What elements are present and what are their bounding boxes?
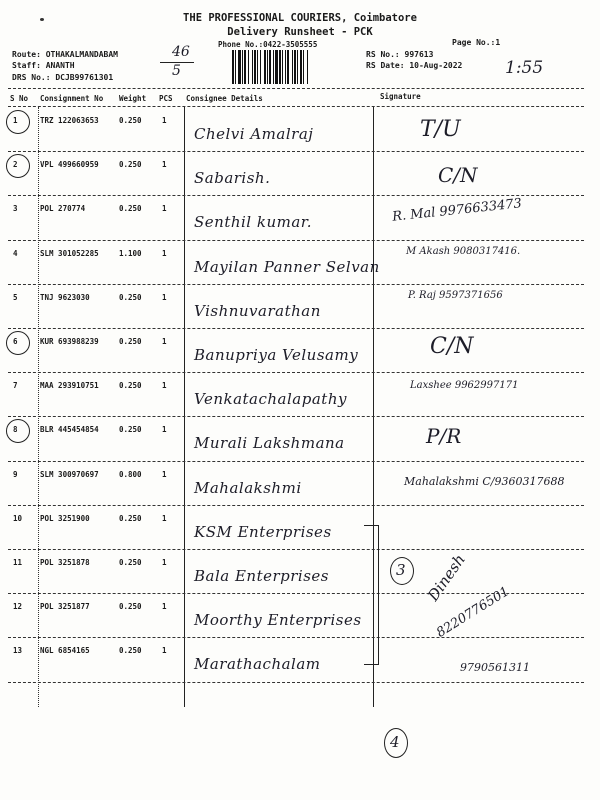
row-consignment-no: NGL 6854165: [40, 646, 90, 656]
row-weight: 0.250: [119, 204, 142, 214]
row-consignee-name: Moorthy Enterprises: [194, 611, 362, 630]
row-divider: [8, 505, 584, 506]
row-consignment-no: SLM 300970697: [40, 469, 99, 479]
handwritten-count-bottom: 5: [172, 63, 181, 79]
row-consignee-name: Venkatachalapathy: [194, 390, 347, 409]
row-consignment-no: KUR 693988239: [40, 337, 99, 346]
route-label: Route: OTHAKALMANDABAM: [12, 50, 118, 59]
row-weight: 0.250: [119, 602, 142, 612]
row-divider: [8, 416, 584, 417]
row-consignee-name: Mayilan Panner Selvan: [194, 257, 380, 276]
row-consignment-no: POL 3251878: [40, 558, 90, 567]
row-pcs: 1: [162, 160, 167, 170]
row-signature: 3: [396, 561, 406, 579]
col-consignee: Consignee Details: [186, 94, 263, 103]
row-signature: Laxshee 9962997171: [410, 380, 519, 392]
row-weight: 0.250: [119, 558, 142, 567]
grouping-bracket: [364, 525, 379, 665]
row-pcs: 1: [162, 558, 167, 567]
row-consignment-no: VPL 499660959: [40, 160, 99, 170]
row-consignee-name: Bala Enterprises: [194, 567, 330, 585]
row-weight: 0.250: [119, 337, 142, 346]
handwritten-count-top: 46: [172, 44, 190, 60]
row-weight: 0.250: [119, 292, 142, 302]
row-serial-circle: [6, 331, 30, 355]
col-consignment: Consignment No: [40, 94, 104, 103]
row-weight: 0.250: [119, 116, 142, 125]
row-signature: 9790561311: [460, 661, 530, 675]
row-divider: [8, 195, 584, 196]
row-serial: 11: [13, 558, 23, 567]
row-signature: T/U: [420, 117, 461, 142]
row-signature: Mahalakshmi C/9360317688: [404, 474, 565, 488]
row-divider: [8, 240, 584, 241]
runsheet-subtitle: Delivery Runsheet - PCK: [227, 26, 373, 38]
col-sno: S No: [10, 94, 29, 103]
col-signature: Signature: [380, 92, 421, 101]
left-separator: [38, 107, 39, 707]
company-title: THE PROFESSIONAL COURIERS, Coimbatore: [183, 12, 417, 24]
row-consignment-no: POL 3251877: [40, 602, 90, 612]
row-serial-circle: [6, 419, 30, 443]
rs-date: RS Date: 10-Aug-2022: [366, 61, 463, 70]
row-pcs: 1: [162, 425, 167, 435]
row-serial-circle: [6, 154, 30, 178]
row-pcs: 1: [162, 292, 167, 302]
row-weight: 0.250: [119, 513, 142, 523]
group-signature-name: Dinesh: [424, 550, 469, 605]
row-consignee-name: Murali Lakshmana: [194, 434, 345, 453]
row-pcs: 1: [162, 469, 167, 479]
row-consignee-name: Marathachalam: [194, 655, 321, 674]
row-serial: 6: [13, 337, 18, 346]
row-signature: C/N: [438, 163, 478, 188]
row-divider: [8, 549, 584, 550]
row-consignment-no: POL 270774: [40, 204, 86, 214]
row-consignee-name: KSM Enterprises: [194, 522, 332, 541]
barcode-image: [232, 50, 360, 84]
row-pcs: 1: [162, 381, 167, 391]
row-serial-circle: [6, 110, 30, 134]
row-serial: 1: [13, 116, 18, 125]
header-bottom-rule: [8, 106, 584, 107]
row-consignee-name: Sabarish.: [194, 169, 271, 188]
row-pcs: 1: [162, 602, 167, 612]
row-signature: P/R: [426, 424, 462, 449]
row-serial: 3: [13, 204, 18, 214]
col-pcs: PCS: [159, 94, 173, 103]
header-top-rule: [8, 88, 584, 89]
row-pcs: 1: [162, 646, 167, 656]
row-pcs: 1: [162, 337, 167, 346]
row-weight: 0.250: [119, 425, 142, 435]
row-serial: 2: [13, 160, 18, 170]
row-signature: P. Raj 9597371656: [408, 289, 503, 301]
row-divider: [8, 284, 584, 285]
row-weight: 0.250: [119, 160, 142, 170]
row-serial: 4: [13, 248, 18, 258]
row-consignment-no: TNJ 9623030: [40, 292, 90, 302]
row-consignment-no: TRZ 122063653: [40, 116, 99, 125]
handwritten-time: 1:55: [505, 58, 544, 78]
row-pcs: 1: [162, 204, 167, 214]
row-pcs: 1: [162, 513, 167, 523]
row-signature: R. Mal 9976633473: [391, 196, 523, 226]
row-consignee-name: Mahalakshmi: [194, 478, 302, 497]
row-signature: C/N: [430, 334, 474, 359]
footer-mark-text: 4: [390, 733, 400, 751]
row-weight: 0.800: [119, 469, 142, 479]
row-serial: 7: [13, 381, 18, 391]
row-consignee-name: Banupriya Velusamy: [194, 346, 359, 364]
row-serial: 9: [13, 469, 18, 479]
row-divider: [8, 637, 584, 638]
row-consignee-name: Senthil kumar.: [194, 213, 313, 232]
row-pcs: 1: [162, 116, 167, 125]
row-serial: 12: [13, 602, 23, 612]
page-number: Page No.:1: [452, 38, 501, 47]
row-divider: [8, 461, 584, 462]
row-signature: M Akash 9080317416.: [406, 245, 521, 257]
consignee-left-border: [184, 107, 185, 707]
row-weight: 0.250: [119, 646, 142, 656]
row-consignment-no: BLR 445454854: [40, 425, 99, 435]
row-divider: [8, 151, 584, 152]
drs-number: DRS No.: DCJB99761301: [12, 73, 114, 82]
row-consignment-no: MAA 293910751: [40, 381, 99, 391]
row-serial: 5: [13, 292, 18, 302]
row-consignee-name: Vishnuvarathan: [194, 301, 321, 320]
barcode-bar: [308, 50, 310, 84]
row-consignee-name: Chelvi Amalraj: [194, 125, 314, 143]
row-weight: 0.250: [119, 381, 142, 391]
row-consignment-no: POL 3251900: [40, 513, 90, 523]
row-serial: 10: [13, 513, 23, 523]
row-weight: 1.100: [119, 248, 142, 258]
row-divider: [8, 372, 584, 373]
row-serial: 13: [13, 646, 23, 656]
phone-number: Phone No.:0422-3505555: [218, 40, 318, 49]
row-pcs: 1: [162, 248, 167, 258]
row-divider: [8, 328, 584, 329]
row-serial: 8: [13, 425, 18, 435]
group-signature-phone: 8220776501: [434, 584, 513, 641]
col-weight: Weight: [119, 94, 147, 103]
rs-number: RS No.: 997613: [366, 50, 434, 59]
row-divider: [8, 682, 584, 683]
staff-label: Staff: ANANTH: [12, 61, 75, 70]
row-consignment-no: SLM 301052285: [40, 248, 99, 258]
